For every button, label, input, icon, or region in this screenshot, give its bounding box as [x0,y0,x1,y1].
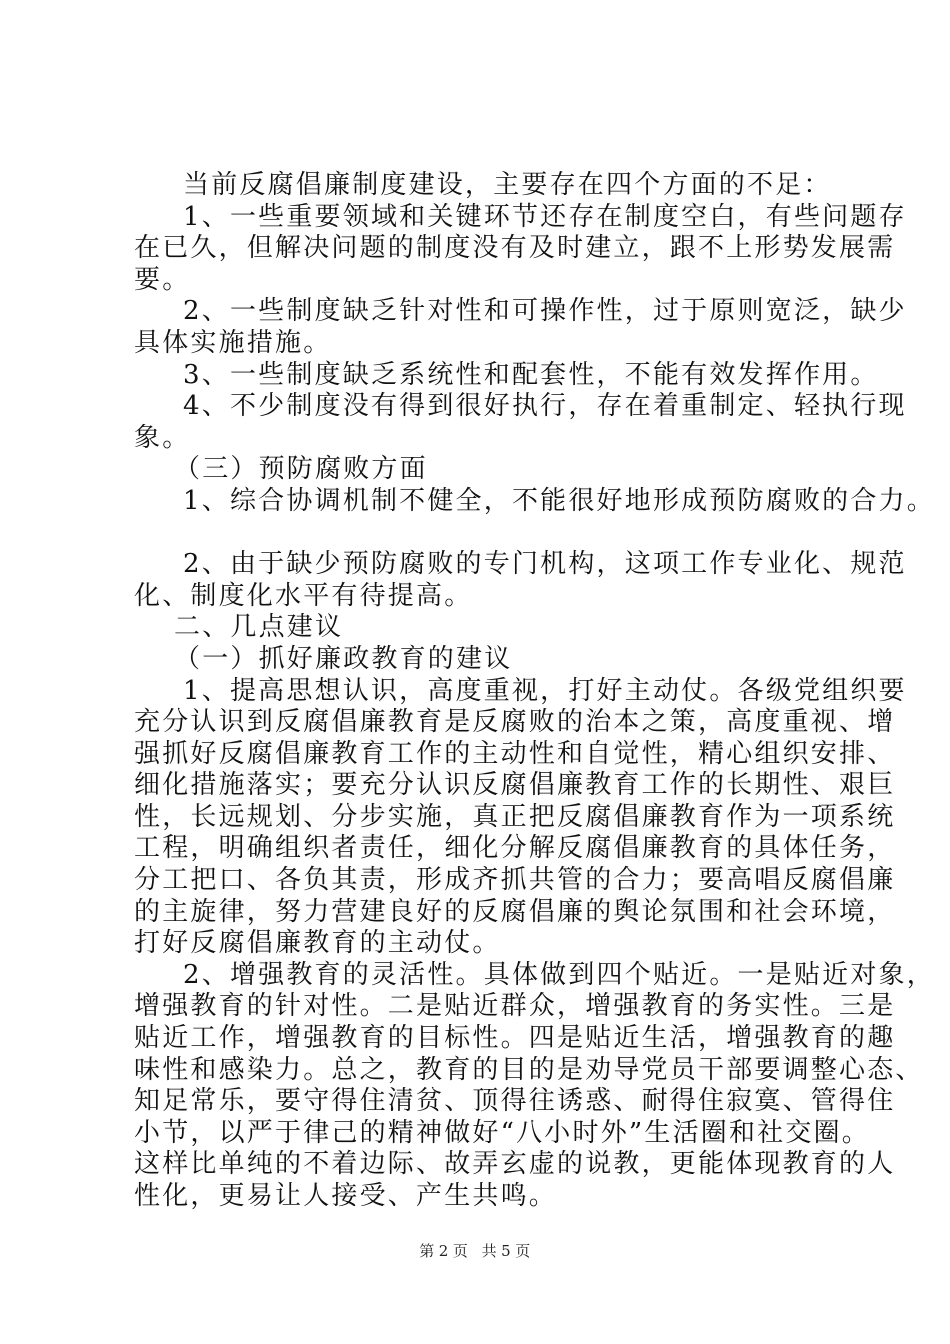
body-line: 当前反腐倡廉制度建设，主要存在四个方面的不足： [183,170,832,200]
body-line: 增强教育的针对性。二是贴近群众，增强教育的务实性。三是 [134,991,896,1022]
body-line: 味性和感染力。总之，教育的目的是劝导党员干部要调整心态、 [134,1054,924,1085]
body-line: 强抓好反腐倡廉教育工作的主动性和自觉性，精心组织安排、 [134,738,896,769]
total-pages-label [480,1242,533,1260]
section-heading: （三）预防腐败方面 [174,454,428,485]
body-line: 打好反腐倡廉教育的主动仗。 [134,928,501,959]
body-line: 的主旋律，努力营建良好的反腐倡廉的舆论氛围和社会环境， [134,896,896,927]
body-line: 象。 [134,422,191,453]
total-unit: 页 [515,1242,531,1260]
blank-line [134,518,850,550]
body-line: 4、不少制度没有得到很好执行，存在着重制定、轻执行现 [183,391,907,422]
body-line: 具体实施措施。 [134,327,332,358]
body-line: 这样比单纯的不着边际、故弄玄虚的说教，更能体现教育的人 [134,1149,896,1180]
document-body [134,170,935,1213]
body-line: 在已久，但解决问题的制度没有及时建立，跟不上形势发展需 [134,233,896,264]
body-line: 性化，更易让人接受、产生共鸣。 [134,1181,558,1211]
body-line: 充分认识到反腐倡廉教育是反腐败的治本之策，高度重视、增 [134,707,896,738]
page-unit: 页 [452,1242,469,1260]
body-line: 工程，明确组织者责任，细化分解反腐倡廉教育的具体任务， [134,833,896,864]
page-footer [0,1240,950,1261]
body-line: 小节，以严于律己的精神做好“八小时外”生活圈和社交圈。 [134,1117,870,1148]
body-line: 2、由于缺少预防腐败的专门机构，这项工作专业化、规范 [183,549,907,580]
body-line: 1、综合协调机制不健全，不能很好地形成预防腐败的合力。 [183,485,935,516]
page-number-label [417,1242,470,1260]
body-line: 1、提高思想认识，高度重视，打好主动仗。各级党组织要 [183,675,907,706]
section-heading: 二、几点建议 [174,612,344,643]
body-line: 2、一些制度缺乏针对性和可操作性，过于原则宽泛，缺少 [183,296,907,327]
body-line: 性，长远规划、分步实施，真正把反腐倡廉教育作为一项系统 [134,801,896,832]
body-line: 化、制度化水平有待提高。 [134,580,473,611]
body-line: 细化措施落实；要充分认识反腐倡廉教育工作的长期性、艰巨 [134,770,896,801]
total-label: 共 [481,1242,498,1260]
body-line: 2、增强教育的灵活性。具体做到四个贴近。一是贴近对象， [183,959,935,990]
page-number: 2 [438,1242,449,1260]
page-label: 第 [419,1242,435,1260]
total-number: 5 [501,1242,512,1260]
body-line: 3、一些制度缺乏系统性和配套性，不能有效发挥作用。 [183,359,879,390]
body-line: 要。 [134,264,191,295]
section-heading: （一）抓好廉政教育的建议 [174,643,513,674]
body-line: 分工把口、各负其责，形成齐抓共管的合力；要高唱反腐倡廉 [134,865,896,896]
body-line: 贴近工作，增强教育的目标性。四是贴近生活，增强教育的趣 [134,1023,896,1054]
body-line: 知足常乐，要守得住清贫、顶得往诱惑、耐得住寂寞、管得住 [134,1086,896,1117]
body-line: 1、一些重要领域和关键环节还存在制度空白，有些问题存 [183,201,907,232]
